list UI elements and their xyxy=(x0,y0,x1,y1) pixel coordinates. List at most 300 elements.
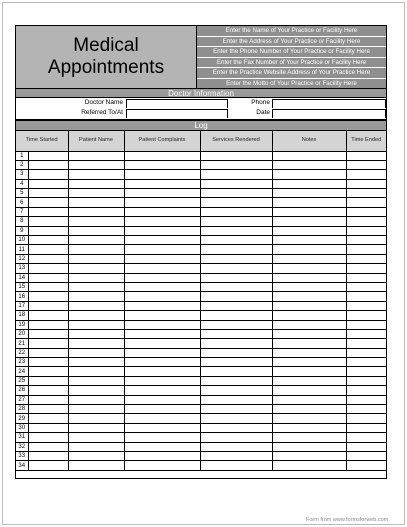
log-heading: Log xyxy=(16,121,386,131)
time-ended-cell[interactable] xyxy=(346,217,386,226)
notes-cell[interactable] xyxy=(272,217,346,226)
column-time-started: Time Started xyxy=(16,131,68,151)
patient-complaints-cell[interactable] xyxy=(124,320,200,329)
patient-complaints-cell[interactable] xyxy=(124,433,200,442)
patient-complaints-cell[interactable] xyxy=(124,292,200,301)
notes-cell[interactable] xyxy=(272,405,346,414)
notes-cell[interactable] xyxy=(272,282,346,291)
patient-name-cell[interactable] xyxy=(68,386,124,395)
row-number: 18 xyxy=(16,311,28,320)
log-row xyxy=(16,236,386,245)
time-started-cell[interactable] xyxy=(28,189,68,198)
services-rendered-cell[interactable] xyxy=(200,226,272,235)
patient-complaints-cell[interactable] xyxy=(124,442,200,451)
row-number: 22 xyxy=(16,348,28,357)
log-row xyxy=(16,433,386,442)
row-number: 34 xyxy=(16,461,28,470)
services-rendered-cell[interactable] xyxy=(200,452,272,461)
time-started-cell[interactable] xyxy=(28,264,68,273)
row-number: 15 xyxy=(16,282,28,291)
services-rendered-cell[interactable] xyxy=(200,376,272,385)
services-rendered-cell[interactable] xyxy=(200,207,272,216)
row-number: 29 xyxy=(16,414,28,423)
time-started-cell[interactable] xyxy=(28,282,68,291)
patient-name-cell[interactable] xyxy=(68,433,124,442)
patient-complaints-cell[interactable] xyxy=(124,151,200,160)
time-started-cell[interactable] xyxy=(28,217,68,226)
services-rendered-cell[interactable] xyxy=(200,179,272,188)
patient-name-cell[interactable] xyxy=(68,442,124,451)
time-ended-cell[interactable] xyxy=(346,386,386,395)
log-row xyxy=(16,207,386,216)
time-ended-cell[interactable] xyxy=(346,433,386,442)
log-row xyxy=(16,386,386,395)
services-rendered-cell[interactable] xyxy=(200,160,272,169)
doctor-row-1 xyxy=(16,98,386,108)
row-number: 32 xyxy=(16,442,28,451)
time-started-cell[interactable] xyxy=(28,339,68,348)
notes-cell[interactable] xyxy=(272,433,346,442)
patient-name-cell[interactable] xyxy=(68,292,124,301)
practice-info-block xyxy=(197,26,386,88)
notes-cell[interactable] xyxy=(272,395,346,404)
patient-name-cell[interactable] xyxy=(68,179,124,188)
time-ended-cell[interactable] xyxy=(346,207,386,216)
time-started-cell[interactable] xyxy=(28,358,68,367)
phone-label: Phone xyxy=(251,99,270,106)
row-number: 1 xyxy=(16,151,28,160)
row-number: 21 xyxy=(16,339,28,348)
patient-name-cell[interactable] xyxy=(68,217,124,226)
date-field[interactable] xyxy=(272,109,386,118)
row-number: 5 xyxy=(16,189,28,198)
time-ended-cell[interactable] xyxy=(346,461,386,470)
log-section xyxy=(15,120,387,479)
notes-cell[interactable] xyxy=(272,376,346,385)
notes-cell[interactable] xyxy=(272,423,346,432)
practice-name[interactable]: Enter the Name of Your Practice or Facility Here xyxy=(197,26,386,37)
patient-name-cell[interactable] xyxy=(68,367,124,376)
log-row xyxy=(16,461,386,470)
services-rendered-cell[interactable] xyxy=(200,264,272,273)
date-label: Date xyxy=(256,109,270,116)
referred-to-field[interactable] xyxy=(126,109,228,118)
log-row xyxy=(16,160,386,169)
time-started-cell[interactable] xyxy=(28,226,68,235)
patient-name-cell[interactable] xyxy=(68,254,124,263)
services-rendered-cell[interactable] xyxy=(200,236,272,245)
log-row xyxy=(16,179,386,188)
time-ended-cell[interactable] xyxy=(346,358,386,367)
notes-cell[interactable] xyxy=(272,301,346,310)
time-started-cell[interactable] xyxy=(28,292,68,301)
time-started-cell[interactable] xyxy=(28,386,68,395)
time-started-cell[interactable] xyxy=(28,405,68,414)
services-rendered-cell[interactable] xyxy=(200,367,272,376)
patient-complaints-cell[interactable] xyxy=(124,254,200,263)
log-row xyxy=(16,442,386,451)
column-time-ended: Time Ended xyxy=(346,131,386,151)
row-number: 14 xyxy=(16,273,28,282)
services-rendered-cell[interactable] xyxy=(200,329,272,338)
row-number: 28 xyxy=(16,405,28,414)
time-ended-cell[interactable] xyxy=(346,170,386,179)
row-number: 26 xyxy=(16,386,28,395)
time-ended-cell[interactable] xyxy=(346,198,386,207)
time-started-cell[interactable] xyxy=(28,461,68,470)
patient-complaints-cell[interactable] xyxy=(124,217,200,226)
patient-complaints-cell[interactable] xyxy=(124,376,200,385)
time-ended-cell[interactable] xyxy=(346,151,386,160)
patient-complaints-cell[interactable] xyxy=(124,461,200,470)
notes-cell[interactable] xyxy=(272,329,346,338)
time-ended-cell[interactable] xyxy=(346,405,386,414)
log-row xyxy=(16,376,386,385)
title-line-1: Medical xyxy=(73,35,139,56)
time-started-cell[interactable] xyxy=(28,367,68,376)
patient-name-cell[interactable] xyxy=(68,207,124,216)
patient-name-cell[interactable] xyxy=(68,376,124,385)
patient-complaints-cell[interactable] xyxy=(124,189,200,198)
patient-name-cell[interactable] xyxy=(68,320,124,329)
practice-address[interactable]: Enter the Address of Your Practice or Facility Here xyxy=(197,37,386,48)
row-number: 10 xyxy=(16,236,28,245)
log-header-row xyxy=(16,131,386,151)
services-rendered-cell[interactable] xyxy=(200,245,272,254)
time-started-cell[interactable] xyxy=(28,160,68,169)
services-rendered-cell[interactable] xyxy=(200,348,272,357)
patient-name-cell[interactable] xyxy=(68,226,124,235)
patient-complaints-cell[interactable] xyxy=(124,207,200,216)
patient-name-cell[interactable] xyxy=(68,423,124,432)
notes-cell[interactable] xyxy=(272,348,346,357)
services-rendered-cell[interactable] xyxy=(200,395,272,404)
patient-complaints-cell[interactable] xyxy=(124,170,200,179)
notes-cell[interactable] xyxy=(272,198,346,207)
time-started-cell[interactable] xyxy=(28,151,68,160)
time-started-cell[interactable] xyxy=(28,414,68,423)
row-number: 16 xyxy=(16,292,28,301)
time-started-cell[interactable] xyxy=(28,376,68,385)
doctor-information-section xyxy=(15,89,387,120)
log-row xyxy=(16,217,386,226)
referred-to-label: Referred To/At xyxy=(81,109,123,116)
log-row xyxy=(16,292,386,301)
log-row xyxy=(16,198,386,207)
patient-complaints-cell[interactable] xyxy=(124,179,200,188)
doctor-name-label: Doctor Name xyxy=(84,99,123,106)
services-rendered-cell[interactable] xyxy=(200,414,272,423)
patient-complaints-cell[interactable] xyxy=(124,273,200,282)
form-title xyxy=(16,26,197,88)
patient-complaints-cell[interactable] xyxy=(124,452,200,461)
notes-cell[interactable] xyxy=(272,292,346,301)
time-ended-cell[interactable] xyxy=(346,160,386,169)
notes-cell[interactable] xyxy=(272,442,346,451)
time-started-cell[interactable] xyxy=(28,207,68,216)
patient-complaints-cell[interactable] xyxy=(124,301,200,310)
services-rendered-cell[interactable] xyxy=(200,292,272,301)
log-row xyxy=(16,452,386,461)
practice-phone[interactable]: Enter the Phone Number of Your Practice or Facility Here xyxy=(197,47,386,58)
patient-name-cell[interactable] xyxy=(68,301,124,310)
time-started-cell[interactable] xyxy=(28,348,68,357)
patient-name-cell[interactable] xyxy=(68,170,124,179)
patient-name-cell[interactable] xyxy=(68,358,124,367)
time-started-cell[interactable] xyxy=(28,329,68,338)
row-number: 30 xyxy=(16,423,28,432)
patient-complaints-cell[interactable] xyxy=(124,339,200,348)
notes-cell[interactable] xyxy=(272,226,346,235)
notes-cell[interactable] xyxy=(272,236,346,245)
row-number: 2 xyxy=(16,160,28,169)
time-started-cell[interactable] xyxy=(28,395,68,404)
time-started-cell[interactable] xyxy=(28,301,68,310)
log-row xyxy=(16,264,386,273)
row-number: 13 xyxy=(16,264,28,273)
time-ended-cell[interactable] xyxy=(346,292,386,301)
patient-name-cell[interactable] xyxy=(68,264,124,273)
time-started-cell[interactable] xyxy=(28,179,68,188)
doctor-information-heading: Doctor Information xyxy=(16,89,386,98)
log-rows xyxy=(16,151,386,470)
row-number: 3 xyxy=(16,170,28,179)
notes-cell[interactable] xyxy=(272,320,346,329)
row-number: 20 xyxy=(16,329,28,338)
services-rendered-cell[interactable] xyxy=(200,301,272,310)
services-rendered-cell[interactable] xyxy=(200,442,272,451)
services-rendered-cell[interactable] xyxy=(200,433,272,442)
patient-name-cell[interactable] xyxy=(68,405,124,414)
log-row xyxy=(16,320,386,329)
services-rendered-cell[interactable] xyxy=(200,217,272,226)
log-row xyxy=(16,395,386,404)
notes-cell[interactable] xyxy=(272,311,346,320)
time-started-cell[interactable] xyxy=(28,236,68,245)
time-started-cell[interactable] xyxy=(28,273,68,282)
services-rendered-cell[interactable] xyxy=(200,311,272,320)
log-row xyxy=(16,245,386,254)
time-ended-cell[interactable] xyxy=(346,348,386,357)
time-ended-cell[interactable] xyxy=(346,311,386,320)
row-number: 31 xyxy=(16,433,28,442)
patient-complaints-cell[interactable] xyxy=(124,236,200,245)
notes-cell[interactable] xyxy=(272,189,346,198)
patient-complaints-cell[interactable] xyxy=(124,311,200,320)
services-rendered-cell[interactable] xyxy=(200,358,272,367)
patient-complaints-cell[interactable] xyxy=(124,329,200,338)
doctor-row-2 xyxy=(16,108,386,118)
time-started-cell[interactable] xyxy=(28,245,68,254)
patient-name-cell[interactable] xyxy=(68,236,124,245)
services-rendered-cell[interactable] xyxy=(200,461,272,470)
patient-complaints-cell[interactable] xyxy=(124,367,200,376)
log-row xyxy=(16,311,386,320)
time-ended-cell[interactable] xyxy=(346,245,386,254)
patient-name-cell[interactable] xyxy=(68,452,124,461)
time-ended-cell[interactable] xyxy=(346,320,386,329)
log-row xyxy=(16,414,386,423)
services-rendered-cell[interactable] xyxy=(200,423,272,432)
patient-name-cell[interactable] xyxy=(68,348,124,357)
row-number: 19 xyxy=(16,320,28,329)
time-started-cell[interactable] xyxy=(28,423,68,432)
log-row xyxy=(16,423,386,432)
services-rendered-cell[interactable] xyxy=(200,405,272,414)
column-patient-complaints: Patient Complaints xyxy=(124,131,200,151)
row-number: 7 xyxy=(16,207,28,216)
time-ended-cell[interactable] xyxy=(346,264,386,273)
services-rendered-cell[interactable] xyxy=(200,273,272,282)
log-row xyxy=(16,358,386,367)
services-rendered-cell[interactable] xyxy=(200,151,272,160)
patient-name-cell[interactable] xyxy=(68,151,124,160)
log-row xyxy=(16,339,386,348)
time-ended-cell[interactable] xyxy=(346,273,386,282)
row-number: 24 xyxy=(16,367,28,376)
row-number: 27 xyxy=(16,395,28,404)
notes-cell[interactable] xyxy=(272,179,346,188)
row-number: 11 xyxy=(16,245,28,254)
patient-complaints-cell[interactable] xyxy=(124,245,200,254)
patient-name-cell[interactable] xyxy=(68,329,124,338)
page xyxy=(2,2,405,525)
patient-complaints-cell[interactable] xyxy=(124,386,200,395)
services-rendered-cell[interactable] xyxy=(200,386,272,395)
patient-complaints-cell[interactable] xyxy=(124,423,200,432)
time-ended-cell[interactable] xyxy=(346,226,386,235)
services-rendered-cell[interactable] xyxy=(200,320,272,329)
notes-cell[interactable] xyxy=(272,264,346,273)
time-ended-cell[interactable] xyxy=(346,423,386,432)
patient-name-cell[interactable] xyxy=(68,311,124,320)
time-ended-cell[interactable] xyxy=(346,414,386,423)
time-ended-cell[interactable] xyxy=(346,442,386,451)
notes-cell[interactable] xyxy=(272,386,346,395)
patient-name-cell[interactable] xyxy=(68,414,124,423)
notes-cell[interactable] xyxy=(272,160,346,169)
notes-cell[interactable] xyxy=(272,170,346,179)
services-rendered-cell[interactable] xyxy=(200,339,272,348)
appointment-form xyxy=(15,25,389,523)
time-started-cell[interactable] xyxy=(28,433,68,442)
patient-complaints-cell[interactable] xyxy=(124,264,200,273)
time-ended-cell[interactable] xyxy=(346,339,386,348)
row-number: 6 xyxy=(16,198,28,207)
log-row xyxy=(16,301,386,310)
footer-credit: Form from www.formsforweb.com xyxy=(306,517,389,523)
time-started-cell[interactable] xyxy=(28,198,68,207)
notes-cell[interactable] xyxy=(272,207,346,216)
row-number: 25 xyxy=(16,376,28,385)
log-row xyxy=(16,151,386,160)
practice-website[interactable]: Enter the Practice Website Address of Your Practice Here xyxy=(197,68,386,79)
time-ended-cell[interactable] xyxy=(346,367,386,376)
patient-name-cell[interactable] xyxy=(68,160,124,169)
time-ended-cell[interactable] xyxy=(346,452,386,461)
patient-complaints-cell[interactable] xyxy=(124,405,200,414)
doctor-name-field[interactable] xyxy=(126,99,228,108)
practice-fax[interactable]: Enter the Fax Number of Your Practice or Facility Here xyxy=(197,58,386,69)
time-ended-cell[interactable] xyxy=(346,301,386,310)
notes-cell[interactable] xyxy=(272,245,346,254)
patient-complaints-cell[interactable] xyxy=(124,226,200,235)
notes-cell[interactable] xyxy=(272,339,346,348)
time-ended-cell[interactable] xyxy=(346,179,386,188)
notes-cell[interactable] xyxy=(272,151,346,160)
time-ended-cell[interactable] xyxy=(346,395,386,404)
time-started-cell[interactable] xyxy=(28,170,68,179)
patient-name-cell[interactable] xyxy=(68,461,124,470)
column-services-rendered: Services Rendered xyxy=(200,131,272,151)
row-number: 23 xyxy=(16,358,28,367)
patient-name-cell[interactable] xyxy=(68,282,124,291)
services-rendered-cell[interactable] xyxy=(200,282,272,291)
log-row xyxy=(16,282,386,291)
patient-complaints-cell[interactable] xyxy=(124,414,200,423)
log-row xyxy=(16,405,386,414)
row-number: 33 xyxy=(16,452,28,461)
row-number: 9 xyxy=(16,226,28,235)
time-ended-cell[interactable] xyxy=(346,189,386,198)
title-line-2: Appointments xyxy=(47,57,165,78)
patient-name-cell[interactable] xyxy=(68,245,124,254)
time-started-cell[interactable] xyxy=(28,254,68,263)
notes-cell[interactable] xyxy=(272,367,346,376)
time-started-cell[interactable] xyxy=(28,311,68,320)
notes-cell[interactable] xyxy=(272,273,346,282)
practice-motto[interactable]: Enter the Motto of Your Practice or Facility Here xyxy=(226,79,357,87)
notes-cell[interactable] xyxy=(272,452,346,461)
time-ended-cell[interactable] xyxy=(346,329,386,338)
row-number: 4 xyxy=(16,179,28,188)
patient-name-cell[interactable] xyxy=(68,273,124,282)
patient-complaints-cell[interactable] xyxy=(124,348,200,357)
time-ended-cell[interactable] xyxy=(346,254,386,263)
patient-complaints-cell[interactable] xyxy=(124,198,200,207)
time-started-cell[interactable] xyxy=(28,452,68,461)
patient-name-cell[interactable] xyxy=(68,189,124,198)
time-ended-cell[interactable] xyxy=(346,282,386,291)
log-row xyxy=(16,329,386,338)
patient-complaints-cell[interactable] xyxy=(124,395,200,404)
notes-cell[interactable] xyxy=(272,254,346,263)
notes-cell[interactable] xyxy=(272,461,346,470)
row-number: 17 xyxy=(16,301,28,310)
notes-cell[interactable] xyxy=(272,414,346,423)
patient-complaints-cell[interactable] xyxy=(124,282,200,291)
row-number: 8 xyxy=(16,217,28,226)
services-rendered-cell[interactable] xyxy=(200,170,272,179)
time-ended-cell[interactable] xyxy=(346,236,386,245)
time-ended-cell[interactable] xyxy=(346,376,386,385)
services-rendered-cell[interactable] xyxy=(200,189,272,198)
patient-complaints-cell[interactable] xyxy=(124,358,200,367)
patient-name-cell[interactable] xyxy=(68,339,124,348)
row-number: 12 xyxy=(16,254,28,263)
patient-complaints-cell[interactable] xyxy=(124,160,200,169)
services-rendered-cell[interactable] xyxy=(200,254,272,263)
time-started-cell[interactable] xyxy=(28,442,68,451)
log-table xyxy=(16,131,386,471)
services-rendered-cell[interactable] xyxy=(200,198,272,207)
notes-cell[interactable] xyxy=(272,358,346,367)
patient-name-cell[interactable] xyxy=(68,198,124,207)
phone-field[interactable] xyxy=(272,99,386,108)
patient-name-cell[interactable] xyxy=(68,395,124,404)
log-row xyxy=(16,348,386,357)
time-started-cell[interactable] xyxy=(28,320,68,329)
